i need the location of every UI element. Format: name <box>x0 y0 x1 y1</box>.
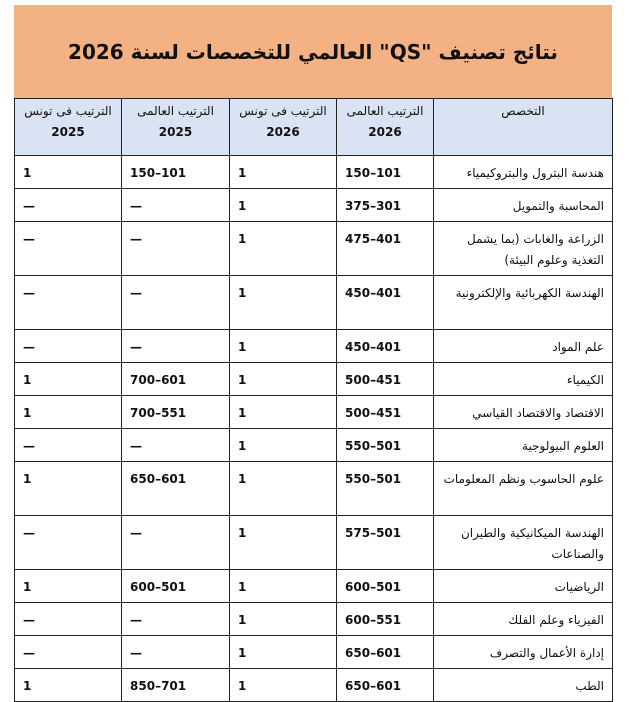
cell-specialty: الكيمياء <box>434 363 613 396</box>
cell-tunisia-rank-2025: 1 <box>15 570 122 603</box>
column-header-tunisia-2025 <box>15 99 122 156</box>
cell-specialty: العلوم البيولوجية <box>434 429 613 462</box>
table-row <box>15 156 613 189</box>
cell-specialty: إدارة الأعمال والتصرف <box>434 636 613 669</box>
cell-world-rank-2026: 451–500 <box>337 396 434 429</box>
cell-tunisia-rank-2026: 1 <box>230 429 337 462</box>
cell-world-rank-2025: — <box>122 429 230 462</box>
cell-world-rank-2025: 551–700 <box>122 396 230 429</box>
title-banner <box>14 5 612 98</box>
table-row <box>15 396 613 429</box>
cell-specialty: الزراعة والغابات (بما يشمل التغذية وعلوم البيئة) <box>434 222 613 276</box>
table-row <box>15 462 613 516</box>
page-title: نتائج تصنيف "QS" العالمي للتخصصات لسنة 2026 <box>68 39 558 64</box>
cell-world-rank-2026: 451–500 <box>337 363 434 396</box>
column-header-year: 2025 <box>51 125 85 139</box>
column-header-label: التخصص <box>501 104 545 118</box>
cell-tunisia-rank-2026: 1 <box>230 276 337 330</box>
cell-tunisia-rank-2025: 1 <box>15 363 122 396</box>
cell-tunisia-rank-2025: — <box>15 276 122 330</box>
column-header-year: 2026 <box>266 125 300 139</box>
cell-world-rank-2025: — <box>122 222 230 276</box>
cell-tunisia-rank-2025: 1 <box>15 669 122 702</box>
column-header-tunisia-2026 <box>230 99 337 156</box>
cell-tunisia-rank-2026: 1 <box>230 462 337 516</box>
cell-tunisia-rank-2026: 1 <box>230 363 337 396</box>
cell-tunisia-rank-2025: 1 <box>15 462 122 516</box>
cell-tunisia-rank-2025: — <box>15 603 122 636</box>
cell-world-rank-2026: 501–550 <box>337 462 434 516</box>
cell-tunisia-rank-2025: — <box>15 330 122 363</box>
cell-world-rank-2025: — <box>122 276 230 330</box>
cell-world-rank-2026: 501–600 <box>337 570 434 603</box>
cell-world-rank-2026: 601–650 <box>337 636 434 669</box>
cell-tunisia-rank-2026: 1 <box>230 396 337 429</box>
cell-world-rank-2026: 301–375 <box>337 189 434 222</box>
cell-world-rank-2025: 601–650 <box>122 462 230 516</box>
cell-world-rank-2026: 401–475 <box>337 222 434 276</box>
cell-tunisia-rank-2026: 1 <box>230 636 337 669</box>
cell-world-rank-2026: 401–450 <box>337 276 434 330</box>
column-header-world-2026 <box>337 99 434 156</box>
cell-world-rank-2025: 101–150 <box>122 156 230 189</box>
table-row <box>15 276 613 330</box>
cell-tunisia-rank-2026: 1 <box>230 189 337 222</box>
cell-world-rank-2025: — <box>122 330 230 363</box>
cell-world-rank-2025: — <box>122 636 230 669</box>
column-header-year: 2025 <box>158 125 193 139</box>
cell-tunisia-rank-2026: 1 <box>230 516 337 570</box>
cell-specialty: الفيزياء وعلم الفلك <box>434 603 613 636</box>
table-row <box>15 189 613 222</box>
cell-world-rank-2025: 501–600 <box>122 570 230 603</box>
cell-world-rank-2025: 601–700 <box>122 363 230 396</box>
column-header-year: 2026 <box>368 125 402 139</box>
column-header-label: الترتيب فى تونس <box>239 104 327 118</box>
cell-specialty: علوم الحاسوب ونظم المعلومات <box>434 462 613 516</box>
cell-tunisia-rank-2026: 1 <box>230 669 337 702</box>
cell-world-rank-2026: 601–650 <box>337 669 434 702</box>
cell-world-rank-2026: 501–575 <box>337 516 434 570</box>
cell-tunisia-rank-2026: 1 <box>230 570 337 603</box>
table-row <box>15 603 613 636</box>
cell-specialty: هندسة البترول والبتروكيمياء <box>434 156 613 189</box>
table-row <box>15 330 613 363</box>
column-header-label: الترتيب العالمى <box>137 104 214 118</box>
column-header-world-2025 <box>122 99 230 156</box>
cell-world-rank-2026: 101–150 <box>337 156 434 189</box>
cell-tunisia-rank-2026: 1 <box>230 330 337 363</box>
table-row <box>15 636 613 669</box>
cell-tunisia-rank-2026: 1 <box>230 156 337 189</box>
cell-world-rank-2025: — <box>122 189 230 222</box>
cell-specialty: الرياضيات <box>434 570 613 603</box>
cell-tunisia-rank-2025: — <box>15 222 122 276</box>
cell-tunisia-rank-2025: 1 <box>15 396 122 429</box>
cell-tunisia-rank-2025: — <box>15 636 122 669</box>
table-row <box>15 570 613 603</box>
cell-specialty: الهندسة الميكانيكية والطيران والصناعات <box>434 516 613 570</box>
cell-world-rank-2026: 401–450 <box>337 330 434 363</box>
cell-world-rank-2025: — <box>122 603 230 636</box>
table-header-row <box>15 99 613 156</box>
cell-specialty: الطب <box>434 669 613 702</box>
table-row <box>15 222 613 276</box>
table-row <box>15 669 613 702</box>
cell-tunisia-rank-2025: — <box>15 189 122 222</box>
column-header-specialty <box>434 99 613 156</box>
cell-specialty: علم المواد <box>434 330 613 363</box>
table-row <box>15 429 613 462</box>
cell-world-rank-2026: 501–550 <box>337 429 434 462</box>
cell-tunisia-rank-2025: 1 <box>15 156 122 189</box>
cell-specialty: الهندسة الكهربائية والإلكترونية <box>434 276 613 330</box>
cell-specialty: الاقتصاد والاقتصاد القياسي <box>434 396 613 429</box>
cell-world-rank-2025: 701–850 <box>122 669 230 702</box>
cell-tunisia-rank-2025: — <box>15 429 122 462</box>
cell-world-rank-2025: — <box>122 516 230 570</box>
column-header-label: الترتيب فى تونس <box>24 104 112 118</box>
cell-tunisia-rank-2026: 1 <box>230 222 337 276</box>
cell-tunisia-rank-2026: 1 <box>230 603 337 636</box>
cell-world-rank-2026: 551–600 <box>337 603 434 636</box>
column-header-label: الترتيب العالمى <box>346 104 424 118</box>
table-row <box>15 363 613 396</box>
rankings-table <box>14 98 613 702</box>
cell-tunisia-rank-2025: — <box>15 516 122 570</box>
table-row <box>15 516 613 570</box>
cell-specialty: المحاسبة والتمويل <box>434 189 613 222</box>
